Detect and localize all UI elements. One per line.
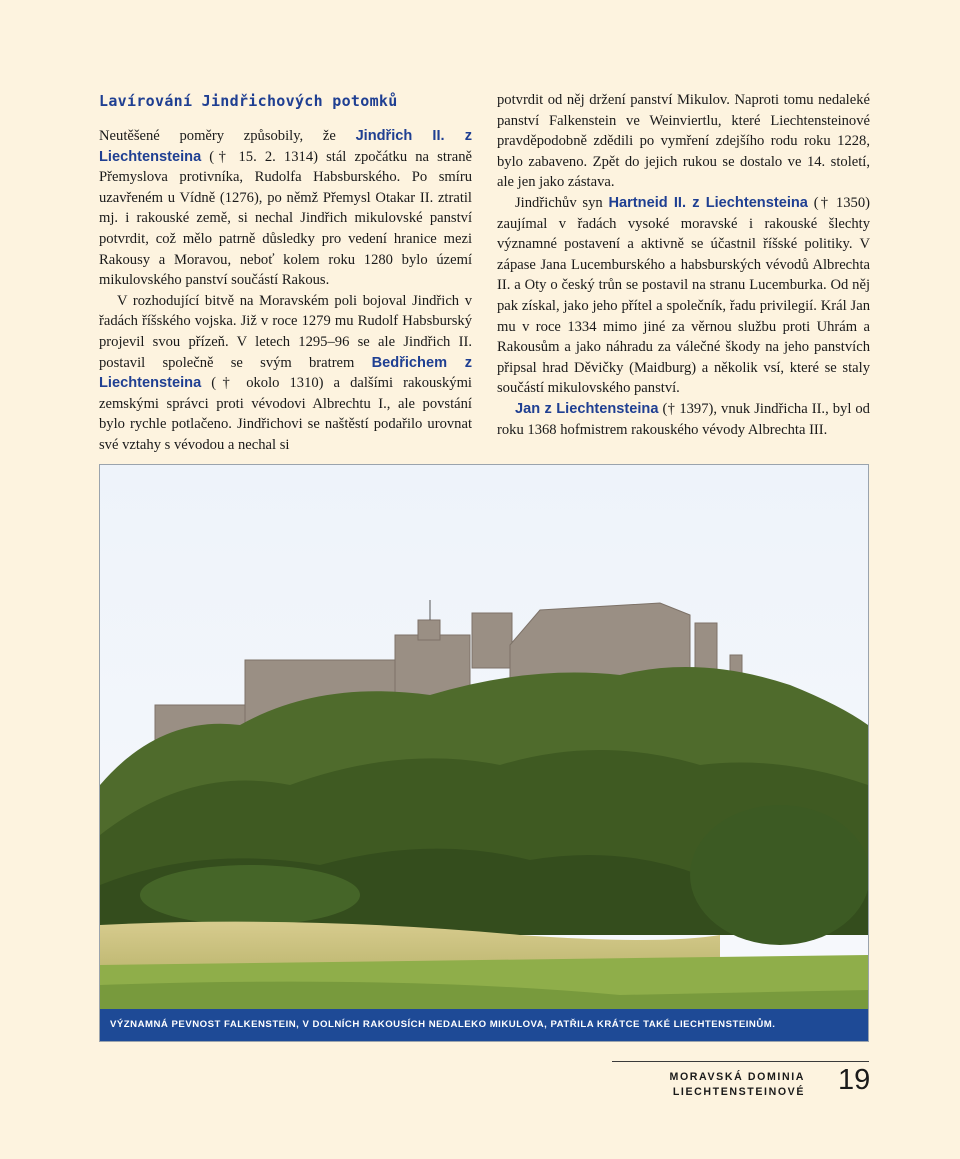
footer-line: LIECHTENSTEINOVÉ (672, 1086, 805, 1098)
person-name: Hartneid II. z Liechtensteina (608, 194, 808, 211)
figure-caption: VÝZNAMNÁ PEVNOST FALKENSTEIN, V DOLNÍCH RAKOUSÍCH NEDALEKO MIKULOVA, PATŘILA KRÁTCE TAKÉ LIECHTENSTEINŮM. (100, 1009, 868, 1041)
footer-divider (612, 1061, 869, 1062)
castle-photo (100, 465, 868, 1011)
text-run: V rozhodující bitvě na Moravském poli bojoval Jindřich v řadách říšského vojska. Již v roce 1279 mu Rudolf Habsburský projevil svou přízeň. V letech 1295–96 se ale Jindřich II. postavil společně se svým bratrem (99, 292, 472, 371)
paragraph: potvrdit od něj držení panství Mikulov. Naproti tomu nedaleké panství Falkenstein ve Weinviertlu, které Liechtensteinové pravděpodobně zdědili po vymření zdejšího rodu roku 1228, bylo zabaveno. Zpět do jejich rukou se dostalo ve 14. století, ale jen jako zástava. (497, 92, 870, 191)
text-run: Jindřichův syn (515, 194, 609, 211)
text-run: († 1397), vnuk Jindřicha II., byl od roku 1368 hofmistrem rakouského vévody Albrechta III. (497, 400, 870, 438)
text-run: († 1350) zaujímal v řadách vysoké moravské i rakouské šlechty významné postavení a aktivně se účastnil říšské politiky. V zápase Jana Lucemburského a habsburských vévodů Albrechta II. a Oty o český trůn se postavil na stranu Lucemburka. Od něj pak získal, jako jeho přítel a společník, řadu privilegií. Král Jan mu v roce 1334 mimo jiné za věrnou službu proti Uhrám a Rakousům a jako náhradu za válečné škody na jeho panstvích připsal hrad Děvičky (Maidburg) a několik vsí, které se staly součástí mikulovského panství. (497, 194, 870, 397)
person-name: Jindřich II. z Liechtensteina (99, 128, 472, 165)
person-name: Bedřichem z Liechtensteina (99, 354, 472, 392)
paragraph (497, 193, 870, 399)
paragraph (99, 126, 472, 291)
paragraph (99, 291, 472, 456)
left-column (99, 90, 472, 456)
section-heading: Lavírování Jindřichových potomků (99, 92, 398, 110)
castle-photo-figure (99, 464, 869, 1042)
text-run: Neutěšené poměry způsobily, že (99, 128, 356, 144)
running-footer (654, 1070, 805, 1100)
right-column (497, 90, 870, 440)
person-name: Jan z Liechtensteina (515, 400, 659, 417)
text-run: († 15. 2. 1314) stál zpočátku na straně Přemyslova protivníka, Rudolfa Habsburského. Po smíru uzavřeném u Vídně (1276), po němž Přemysl Otakar II. ztratil mj. i rakouské země, si nechal Jindřich mikulovské panství potvrdit, což mělo patrně důsledky pro vedení hranice mezi Rakousy a Moravou, neboť kolem roku 1280 bylo území mikulovského panství součástí Rakous. (99, 148, 472, 289)
page-number: 19 (838, 1064, 871, 1096)
paragraph (497, 399, 870, 440)
footer-line: MORAVSKÁ DOMINIA (669, 1071, 805, 1083)
text-run: († okolo 1310) a dalšími rakouskými zemskými správci proti vévodovi Albrechtu I., ale povstání bylo rychle potlačeno. Jindřichovi se naštěstí podařilo urovnat své vztahy s vévodou a nechal si (99, 375, 472, 453)
